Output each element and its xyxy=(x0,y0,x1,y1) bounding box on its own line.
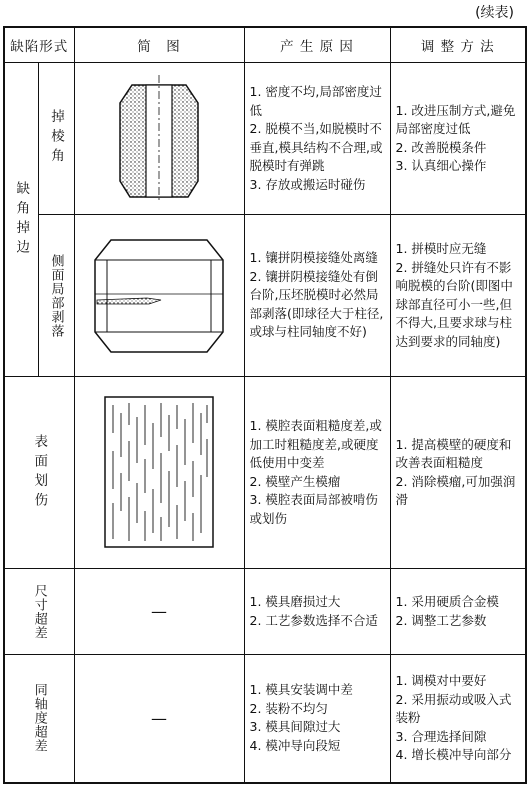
cause-item: 2. 工艺参数选择不合适 xyxy=(249,612,378,628)
remedy-item: 1. 提高模壁的硬度和改善表面粗糙度 xyxy=(395,436,512,470)
table-row xyxy=(4,215,526,377)
cause-item: 3. 存放或搬运时碰伤 xyxy=(249,176,366,192)
remedy-item: 1. 改进压制方式,避免局部密度过低 xyxy=(395,102,516,136)
cause-item: 4. 模冲导向段短 xyxy=(249,737,341,753)
remedy-cell xyxy=(390,655,526,783)
remedy-cell xyxy=(390,63,526,215)
header-diagram: 简 图 xyxy=(74,27,244,63)
defect-table xyxy=(3,26,527,784)
remedy-item: 1. 调模对中要好 xyxy=(395,673,487,688)
cause-item: 2. 装粉不均匀 xyxy=(249,700,328,716)
remedy-item: 1. 采用硬质合金模 xyxy=(395,594,499,609)
remedy-item: 1. 拼模时应无缝 xyxy=(395,241,487,256)
diagram-cell xyxy=(74,215,244,377)
side-peeling-diagram xyxy=(89,230,229,362)
defect-label: 侧面局部剥落 xyxy=(48,253,64,338)
diagram-cell: — xyxy=(74,569,244,655)
remedy-cell xyxy=(390,377,526,569)
cause-cell xyxy=(244,377,390,569)
cause-cell xyxy=(244,569,390,655)
remedy-cell xyxy=(390,569,526,655)
cause-cell xyxy=(244,63,390,215)
remedy-item: 3. 认真细心操作 xyxy=(395,158,487,173)
remedy-item: 4. 增长模冲导向部分 xyxy=(395,747,512,762)
cause-item: 2. 模壁产生模瘤 xyxy=(249,473,341,489)
header-row xyxy=(4,27,526,63)
defect-label-cell xyxy=(38,215,74,377)
cause-item: 1. 模具磨损过大 xyxy=(249,594,341,609)
continued-label: (续表) xyxy=(475,5,514,21)
header-defect-type: 缺陷形式 xyxy=(4,27,74,63)
cause-item: 1. 模具安装调中差 xyxy=(249,682,353,698)
header-remedy: 调 整 方 法 xyxy=(390,27,526,63)
remedy-item: 3. 合理选择间隙 xyxy=(395,728,487,744)
defect-label: 同轴度超差 xyxy=(31,683,47,754)
remedy-item: 2. 消除模瘤,可加强润滑 xyxy=(395,473,516,507)
diagram-cell xyxy=(74,63,244,215)
cause-item: 2. 镶拼阴模接缝处有倒台阶,压坯脱模时必然局部剥落(即球径大于柱径,或球与柱同轴度不好) xyxy=(249,268,384,340)
remedy-item: 2. 调整工艺参数 xyxy=(395,612,487,628)
diagram-cell xyxy=(74,377,244,569)
surface-scratch-diagram xyxy=(99,393,219,553)
remedy-item: 2. 改善脱模条件 xyxy=(395,139,487,155)
table-row xyxy=(4,655,526,783)
chipped-corner-diagram xyxy=(114,73,204,205)
cause-item: 2. 脱模不当,如脱模时不垂直,模具结构不合理,或脱模时有弹跳 xyxy=(249,121,383,173)
cause-item: 1. 镶拼阴模接缝处离缝 xyxy=(249,250,378,266)
defect-label: 表面划伤 xyxy=(31,433,48,512)
group-label: 缺角掉边 xyxy=(13,180,30,259)
cause-item: 3. 模具间隙过大 xyxy=(249,719,341,735)
defect-label-cell xyxy=(4,655,74,783)
cause-cell xyxy=(244,655,390,783)
cause-cell xyxy=(244,215,390,377)
table-row xyxy=(4,569,526,655)
defect-label-cell xyxy=(38,63,74,215)
diagram-cell: — xyxy=(74,655,244,783)
table-row xyxy=(4,377,526,569)
defect-label-cell xyxy=(4,569,74,655)
defect-label-cell xyxy=(4,377,74,569)
remedy-item: 2. 采用振动或吸入式装粉 xyxy=(395,691,512,725)
remedy-item: 2. 拼缝处只许有不影响脱模的台阶(即图中球部直径可小一些,但不得大,且要求球与柱达到要求的同轴度) xyxy=(395,259,513,349)
cause-item: 1. 模腔表面粗糙度差,或加工时粗糙度差,或硬度低使用中变差 xyxy=(249,418,382,470)
group-label-cell xyxy=(4,63,38,377)
header-cause: 产 生 原 因 xyxy=(244,27,390,63)
defect-label: 掉棱角 xyxy=(48,109,64,168)
defect-label: 尺寸超差 xyxy=(31,583,47,640)
cause-item: 3. 模腔表面局部被啃伤或划伤 xyxy=(249,492,378,526)
remedy-cell xyxy=(390,215,526,377)
cause-item: 1. 密度不均,局部密度过低 xyxy=(249,84,382,118)
table-row xyxy=(4,63,526,215)
